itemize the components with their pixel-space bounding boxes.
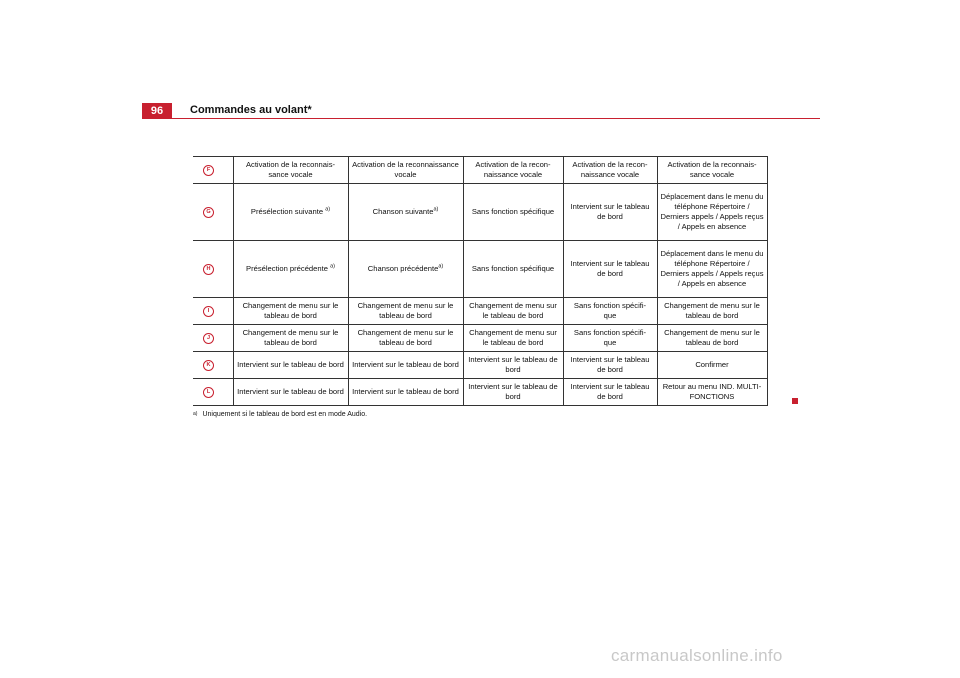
table-cell: Changement de menu sur le tableau de bord <box>348 325 463 352</box>
table-cell <box>348 184 463 241</box>
page-number: 96 <box>142 103 172 119</box>
table-cell: Intervient sur le tableau de bord <box>348 352 463 379</box>
table-row <box>193 352 767 379</box>
key-circle-icon: L <box>203 387 214 398</box>
table-row <box>193 241 767 298</box>
table-cell: Activation de la recon- naissance vocale <box>563 157 657 184</box>
table-cell: Sans fonction spécifique <box>463 184 563 241</box>
key-circle-icon: H <box>203 264 214 275</box>
table-cell: Intervient sur le tableau de bord <box>348 379 463 406</box>
key-circle-icon: F <box>203 165 214 176</box>
table-cell <box>233 241 348 298</box>
table-cell: Intervient sur le tableau de bord <box>563 241 657 298</box>
cell-text: Chanson précédente <box>367 264 439 273</box>
table-cell: Intervient sur le tableau de bord <box>463 352 563 379</box>
header-rule <box>142 118 820 119</box>
table-row <box>193 157 767 184</box>
row-key <box>193 379 233 406</box>
cell-text: Présélection suivante <box>250 207 324 216</box>
table-cell: Confirmer <box>657 352 767 379</box>
footnote-ref: a) <box>433 206 439 213</box>
table-cell: Changement de menu sur le tableau de bord <box>463 298 563 325</box>
key-circle-icon: K <box>203 360 214 371</box>
cell-text: Présélection précédente <box>246 264 328 273</box>
table-cell: Changement de menu sur le tableau de bord <box>657 325 767 352</box>
table-cell <box>348 241 463 298</box>
table-cell: Activation de la reconnaissance vocale <box>348 157 463 184</box>
table-cell: Sans fonction spécifi- que <box>563 298 657 325</box>
key-circle-icon: I <box>203 306 214 317</box>
key-circle-icon: J <box>203 333 214 344</box>
table-cell: Intervient sur le tableau de bord <box>233 379 348 406</box>
footnote-mark: a) <box>193 411 198 417</box>
steering-controls-table <box>193 156 768 406</box>
table-cell: Retour au menu IND. MULTI-FONCTIONS <box>657 379 767 406</box>
table-cell: Changement de menu sur le tableau de bord <box>657 298 767 325</box>
table-cell: Déplacement dans le menu du téléphone Répertoire / Derniers appels / Appels reçus / Appels en absence <box>657 241 767 298</box>
table-cell: Changement de menu sur le tableau de bord <box>463 325 563 352</box>
footnote-ref: a) <box>438 263 444 270</box>
row-key <box>193 325 233 352</box>
table-cell: Activation de la reconnais- sance vocale <box>657 157 767 184</box>
row-key <box>193 184 233 241</box>
table-cell: Activation de la reconnais- sance vocale <box>233 157 348 184</box>
cell-text: Chanson suivante <box>372 207 434 216</box>
table-cell: Sans fonction spécifique <box>463 241 563 298</box>
table-cell: Changement de menu sur le tableau de bord <box>348 298 463 325</box>
table-cell: Intervient sur le tableau de bord <box>563 352 657 379</box>
watermark: carmanualsonline.info <box>611 646 783 665</box>
table-cell: Changement de menu sur le tableau de bord <box>233 325 348 352</box>
table-row <box>193 325 767 352</box>
footnote-ref: a) <box>325 206 331 213</box>
row-key <box>193 298 233 325</box>
table-cell: Activation de la recon- naissance vocale <box>463 157 563 184</box>
table-cell: Déplacement dans le menu du téléphone Répertoire / Derniers appels / Appels reçus / Appels en absence <box>657 184 767 241</box>
header-title: Commandes au volant* <box>190 104 312 116</box>
footnote-text: Uniquement si le tableau de bord est en mode Audio. <box>202 411 368 418</box>
table-cell: Intervient sur le tableau de bord <box>563 379 657 406</box>
table-cell <box>233 184 348 241</box>
table-cell: Sans fonction spécifi- que <box>563 325 657 352</box>
table-cell: Intervient sur le tableau de bord <box>463 379 563 406</box>
table-cell: Intervient sur le tableau de bord <box>233 352 348 379</box>
footnote-ref: a) <box>330 263 335 270</box>
row-key <box>193 157 233 184</box>
table-row <box>193 379 767 406</box>
footnote <box>193 411 367 418</box>
row-key <box>193 352 233 379</box>
row-key <box>193 241 233 298</box>
table-cell: Intervient sur le tableau de bord <box>563 184 657 241</box>
key-circle-icon: G <box>203 207 214 218</box>
table-row <box>193 184 767 241</box>
table-row <box>193 298 767 325</box>
end-of-section-marker <box>792 398 798 404</box>
table-cell: Changement de menu sur le tableau de bord <box>233 298 348 325</box>
